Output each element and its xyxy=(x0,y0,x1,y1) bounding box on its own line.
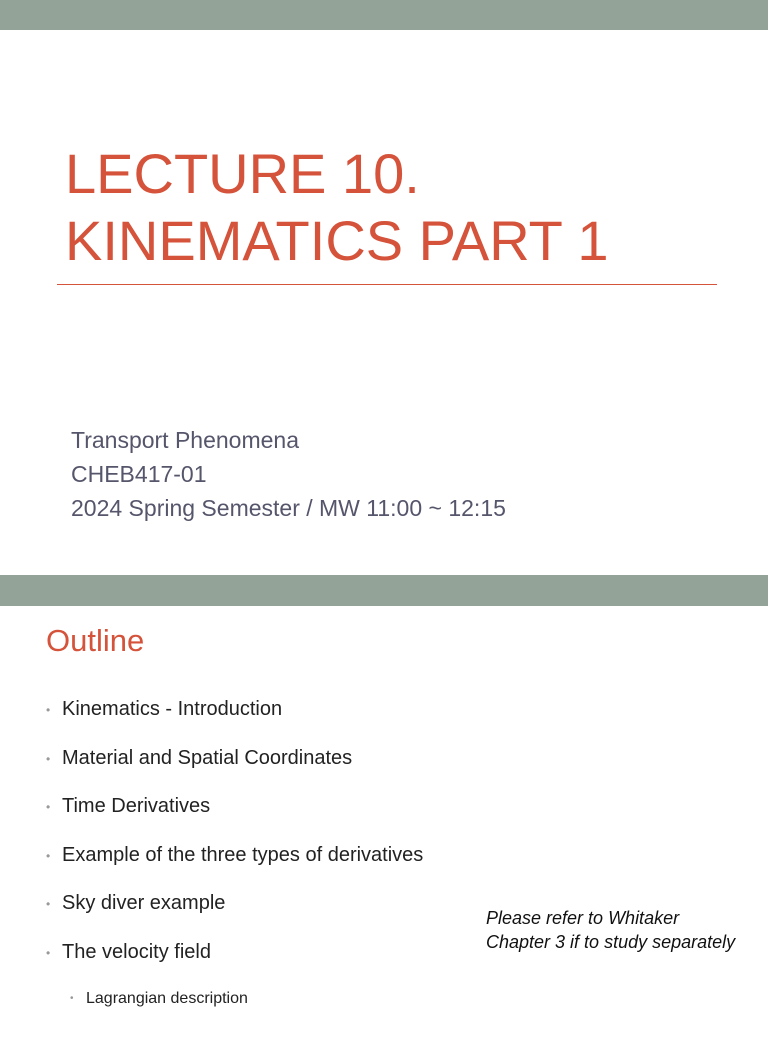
list-item-label: The velocity field xyxy=(62,940,211,963)
list-item xyxy=(46,698,423,747)
bullet-icon: • xyxy=(46,703,51,717)
title-slide xyxy=(0,30,768,575)
course-code: CHEB417-01 xyxy=(71,461,207,487)
bullet-icon: • xyxy=(46,751,51,766)
list-item xyxy=(46,844,423,893)
note-line-1: Please refer to Whitaker xyxy=(486,908,680,928)
title-line-2: KINEMATICS PART 1 xyxy=(65,209,609,272)
note-line-2: Chapter 3 if to study separately xyxy=(486,932,736,952)
slide-title xyxy=(65,140,609,274)
list-item-label: Kinematics - Introduction xyxy=(62,698,283,720)
outline-slide xyxy=(0,606,768,1024)
title-line-1: LECTURE 10. xyxy=(65,142,420,205)
sub-list-item-label: Lagrangian description xyxy=(86,989,248,1007)
slide-subtitle xyxy=(71,423,506,525)
bullet-icon: • xyxy=(46,945,51,960)
slide-separator-band xyxy=(0,575,768,606)
outline-title: Outline xyxy=(46,623,145,658)
sub-bullet-icon: • xyxy=(70,992,74,1004)
list-item-label: Material and Spatial Coordinates xyxy=(62,746,353,769)
bullet-icon: • xyxy=(46,848,51,863)
title-divider xyxy=(57,284,717,285)
list-item xyxy=(46,892,423,941)
reference-note xyxy=(486,906,735,954)
list-item xyxy=(46,795,423,844)
bullet-icon: • xyxy=(46,800,51,815)
outline-list xyxy=(46,698,423,1038)
list-item xyxy=(46,747,423,796)
course-name: Transport Phenomena xyxy=(71,427,300,453)
semester-schedule: 2024 Spring Semester / MW 11:00 ~ 12:15 xyxy=(71,495,506,521)
list-item xyxy=(46,941,423,990)
sub-list-item xyxy=(46,990,423,1038)
list-item-label: Sky diver example xyxy=(62,892,226,915)
bullet-icon: • xyxy=(46,897,51,912)
list-item-label: Example of the three types of derivatives xyxy=(62,843,424,866)
top-band xyxy=(0,0,768,30)
list-item-label: Time Derivatives xyxy=(62,795,211,818)
